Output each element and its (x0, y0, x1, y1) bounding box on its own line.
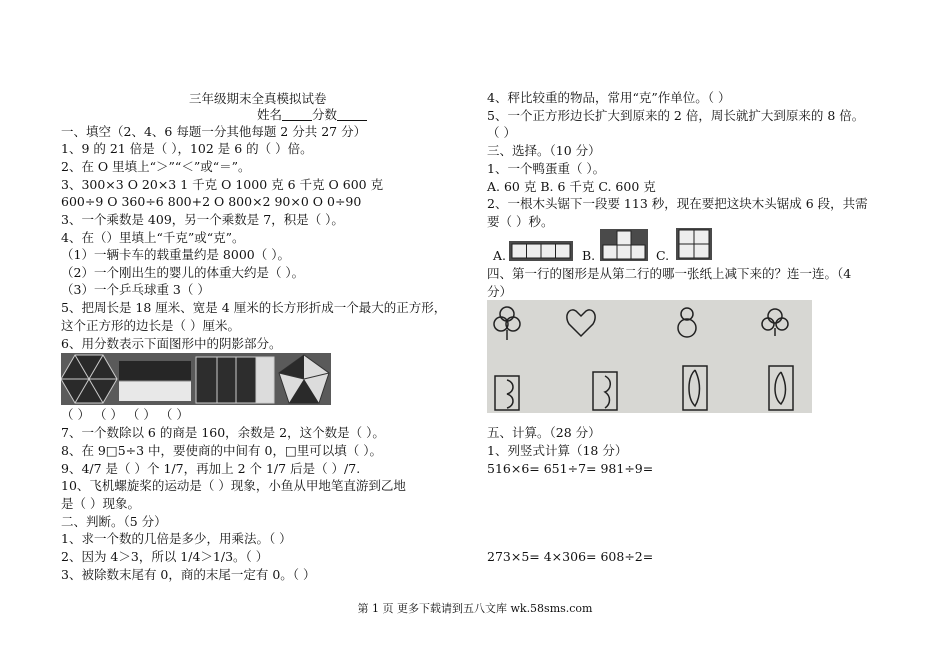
question-line: 6、用分数表示下面图形中的阴影部分。 (61, 336, 282, 351)
option-b-label: B. (582, 248, 596, 263)
question-line: 2、因为 4＞3，所以 1/4＞1/3。（ ） (61, 549, 269, 564)
matching-figures-photo (487, 300, 812, 413)
section-5-heading: 五、计算。（28 分） (487, 425, 601, 440)
section-4-heading: 四、第一行的图形是从第二行的哪一张纸上减下来的？连一连。（4 (487, 266, 852, 281)
strip-figure (119, 361, 191, 401)
name-label: 姓名 (257, 107, 283, 122)
question-line: 4、秤比较重的物品，常用“克”作单位。（ ） (487, 90, 731, 105)
question-line: 要（ ）秒。 (487, 214, 554, 229)
option-a-label: A. (493, 248, 507, 263)
section-3-heading: 三、选择。（10 分） (487, 143, 601, 158)
question-line: 5、一个正方形边长扩大到原来的 2 倍，周长就扩大到原来的 8 倍。 (487, 108, 865, 123)
question-line: 2、一根木头锯下一段要 113 秒，现在要把这块木头锯成 6 段，共需 (487, 196, 868, 211)
question-line: 1、9 的 21 倍是（ ），102 是 6 的（ ）倍。 (61, 141, 313, 156)
question-line: 1、一个鸭蛋重（ ）。 (487, 161, 606, 176)
fraction-figures-photo (61, 353, 331, 405)
question-line: 10、飞机螺旋桨的运动是（ ）现象，小鱼从甲地笔直游到乙地 (61, 478, 406, 493)
question-line: 3、300×3 O 20×3 1 千克 O 1000 克 6 千克 O 600 克 (61, 177, 384, 192)
question-line: （ ） (487, 125, 516, 140)
name-blank (282, 108, 312, 121)
question-line: 7、一个数除以 6 的商是 160，余数是 2，这个数是（ ）。 (61, 425, 385, 440)
question-line: （2）一个刚出生的婴儿的体重大约是（ ）。 (61, 265, 305, 280)
question-line: 3、一个乘数是 409，另一个乘数是 7，积是（ ）。 (61, 212, 344, 227)
question-line: 600÷9 O 360÷6 800+2 O 800×2 90×0 O 0÷90 (61, 194, 362, 209)
question-line: 5、把周长是 18 厘米、宽是 4 厘米的长方形折成一个最大的正方形， (61, 300, 447, 315)
question-line: 9、4/7 是（ ）个 1/7，再加上 2 个 1/7 后是（ ）/7. (61, 461, 361, 476)
question-line: 分） (487, 284, 513, 299)
choice-options: A. 60 克 B. 6 千克 C. 600 克 (487, 179, 656, 194)
option-b-figure (600, 229, 648, 261)
name-score-line (257, 107, 367, 123)
option-c-label: C. (656, 248, 670, 263)
question-line: 3、被除数末尾有 0，商的末尾一定有 0。（ ） (61, 567, 316, 582)
question-line: 2、在 O 里填上“＞”“＜”或“＝”。 (61, 159, 251, 174)
question-line: 4、在（）里填上“千克”或“克”。 (61, 230, 245, 245)
score-blank (337, 108, 367, 121)
question-line: 8、在 9□5÷3 中，要使商的中间有 0，□里可以填（ ）。 (61, 443, 383, 458)
columns-figure (196, 357, 274, 403)
question-line: 这个正方形的边长是（ ）厘米。 (61, 318, 240, 333)
calc-row-1: 516×6= 651÷7= 981÷9= (487, 461, 654, 476)
score-label: 分数 (312, 107, 338, 122)
option-c-figure (676, 228, 712, 260)
section-2-heading: 二、判断。（5 分） (61, 514, 167, 529)
page-footer: 第 1 页 更多下载请到五八文库 wk.58sms.com (357, 602, 593, 615)
option-a-figure (509, 241, 573, 261)
answer-blanks: （ ） （ ） （ ） （ ） (61, 407, 189, 422)
question-line: 1、求一个数的几倍是多少，用乘法。（ ） (61, 531, 292, 546)
calc-row-2: 273×5= 4×306= 608÷2= (487, 549, 654, 564)
question-line: （1）一辆卡车的载重量约是 8000（ ）。 (61, 247, 290, 262)
section-1-heading: 一、填空（2、4、6 每题一分其他每题 2 分共 27 分） (61, 124, 367, 139)
page-title: 三年级期末全真模拟试卷 (189, 91, 327, 106)
question-line: 是（ ）现象。 (61, 496, 140, 511)
question-line: 1、列竖式计算（18 分） (487, 443, 628, 458)
question-line: （3）一个乒乓球重 3（ ） (61, 282, 210, 297)
